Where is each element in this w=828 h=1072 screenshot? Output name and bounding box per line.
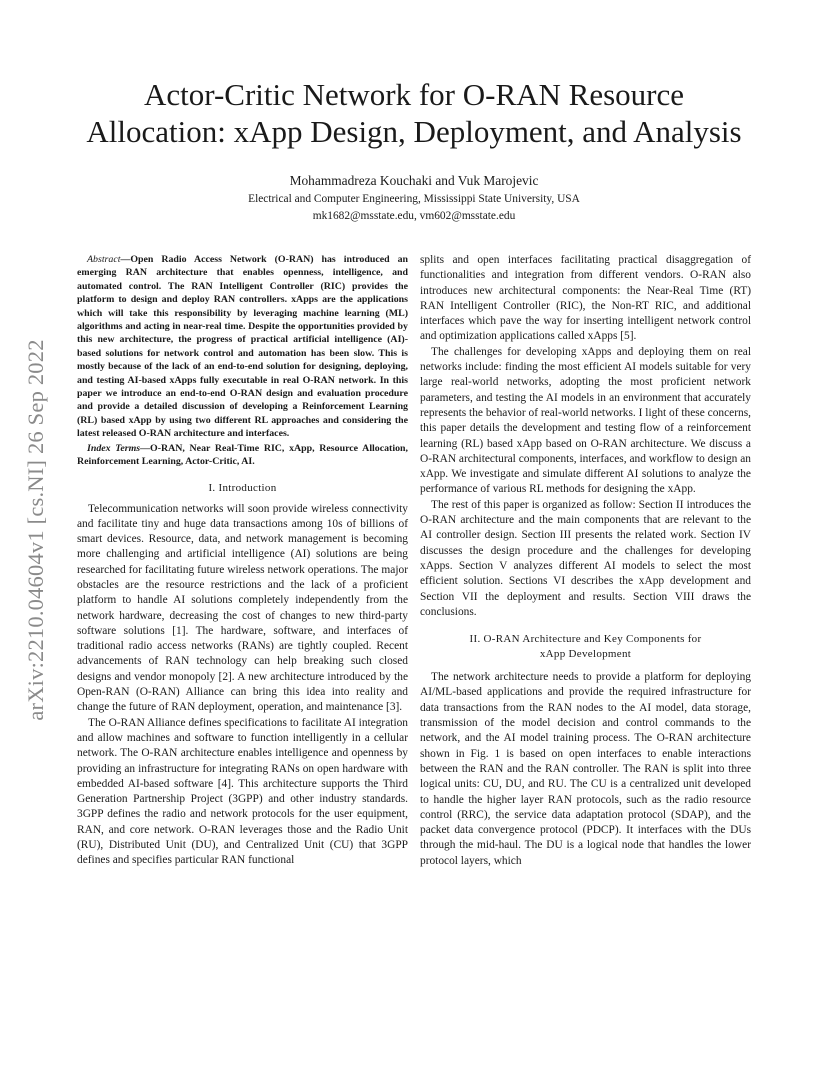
arxiv-identifier-text: arXiv:2210.04604v1 [cs.NI] 26 Sep 2022 (23, 339, 48, 721)
section-2-heading-line-2: xApp Development (539, 648, 632, 661)
section-1-heading: I. Introduction (208, 481, 277, 494)
left-column (77, 253, 408, 869)
affiliation-text: Electrical and Computer Engineering, Mississippi State University, USA (248, 193, 580, 205)
author-emails: mk1682@msstate.edu, vm602@msstate.edu (312, 210, 516, 222)
author-affiliation (40, 191, 788, 225)
paper-title (40, 76, 788, 150)
index-terms (77, 442, 408, 469)
arxiv-identifier (22, 295, 50, 765)
abstract-label: Abstract (87, 254, 121, 265)
body-paragraph: The network architecture needs to provide a platform for deploying AI/ML-based applications and provide the required infrastructure for data transactions from the RAN nodes to the AI model, data storage, transmission of the model decision and control commands to the network, and the AI model training process. The O-RAN architecture shown in Fig. 1 is based on open interfaces to enable interactions between the RAN and the RAN controller. The RAN is split into three logical units: CU, DU, and RU. The CU is a centralized unit developed to handle the higher layer RAN protocols, such as the radio resource control (RRC), the service data adaptation protocol (SDAP), and the packet data convergence protocol (PDCP). It interfaces with the DUs through the mid-haul. The DU is a logical node that handles the lower protocol layers, which (420, 671, 751, 867)
title-line-1: Actor-Critic Network for O-RAN Resource (143, 77, 684, 112)
paper-authors: Mohammadreza Kouchaki and Vuk Marojevic (289, 173, 539, 188)
section-2-heading-line-1: II. O-RAN Architecture and Key Components for (469, 633, 702, 646)
title-line-2: Allocation: xApp Design, Deployment, and Analysis (86, 114, 742, 149)
body-paragraph: The O-RAN Alliance defines specifications to facilitate AI integration and allow machines and software to function intelligently in a cellular network. The O-RAN architecture enables intelligence and openness by providing an infrastructure for integrating RANs on open hardware with embedded AI-based software [4]. This architecture supports the Third Generation Partnership Project (3GPP) and other industry standards. 3GPP defines the radio and network protocols for the user equipment, RAN, and core network. O-RAN leverages those and the Radio Unit (RU), Distributed Unit (DU), and Centralized Unit (CU) that 3GPP defines and specifies particular RAN functional (77, 716, 408, 867)
body-paragraph: Telecommunication networks will soon provide wireless connectivity and facilitate tiny and huge data transactions among 10s of billions of smart devices. Resource, data, and network management is becoming more challenging and artificial intelligence (AI) solutions are being researched for facilitating future wireless network operations. The major obstacles are the resource restrictions and the lack of a proficient platform to handle AI solutions completely independently from the network hardware, decreasing the cost of changes to new third-party software solutions [1]. The hardware, software, and interfaces of traditional radio access networks (RANs) are tightly coupled. Recent advancements of RAN technology can help breaking such closed designs and vendor monopoly [2]. A new architecture introduced by the Open-RAN (O-RAN) Alliance can bring this idea into reality and change the future of RAN deployment, operation, and maintenance [3]. (77, 502, 408, 714)
body-paragraph: The challenges for developing xApps and deploying them on real networks include: finding the most efficient AI models suitable for very large real-world networks, adopting the most proficient network parameters, and testing the AI models in an environment that accurately represents the behavior of real-world networks. I light of these concerns, this paper details the development and testing flow of a reinforcement learning (RL) based xApp based on O-RAN architecture. We discuss a O-RAN architectural components, interfaces, and workflow to design an xApp. We investigate and simulate different AI solutions to analyze the performance of various RL methods for designing the xApp. (420, 345, 751, 496)
body-paragraph: The rest of this paper is organized as follow: Section II introduces the O-RAN architecture and the main components that are relevant to the AI controller design. Section III presents the related work. Section IV discusses the design procedure and the challenges for developing xApps. Section V analyzes different AI models to select the most efficient solution. Sections VI describes the xApp development and Section VII the deployment and results. Section VIII draws the conclusions. (420, 498, 751, 618)
right-column (420, 253, 751, 869)
index-terms-text: —O-RAN, Near Real-Time RIC, xApp, Resource Allocation, Reinforcement Learning, Actor-Critic, AI. (77, 442, 408, 468)
body-paragraph: splits and open interfaces facilitating practical disaggregation of functionalities and integration from different vendors. O-RAN also introduces new architectural components: the Near-Real Time (RT) RAN Intelligent Controller (RIC), the Non-RT RIC, and additional interfaces which pave the way for inserting intelligent network control and optimization applications called xApps [5]. (420, 254, 751, 343)
abstract-text: —Open Radio Access Network (O-RAN) has introduced an emerging RAN architecture that enables openness, intelligence, and automated control. The RAN Intelligent Controller (RIC) provides the platform to design and deploy RAN controllers. xApps are the applications which will take this responsibility by leveraging machine learning (ML) algorithms and acting in near-real time. Despite the opportunities provided by this new architecture, the progress of practical artificial intelligence (AI)-based solutions for network control and automation has been slow. This is mostly because of the lack of an end-to-end solution for designing, deploying, and testing AI-based xApps fully executable in real O-RAN network. In this paper we introduce an end-to-end O-RAN design and evaluation procedure and provide a detailed discussion of developing a Reinforcement Learning (RL) based xApp by using two different RL approaches and considering the latest released O-RAN architecture and interfaces. (77, 254, 408, 440)
section-2-heading (420, 632, 751, 662)
index-terms-label: Index Terms (87, 442, 141, 454)
abstract (77, 253, 408, 441)
